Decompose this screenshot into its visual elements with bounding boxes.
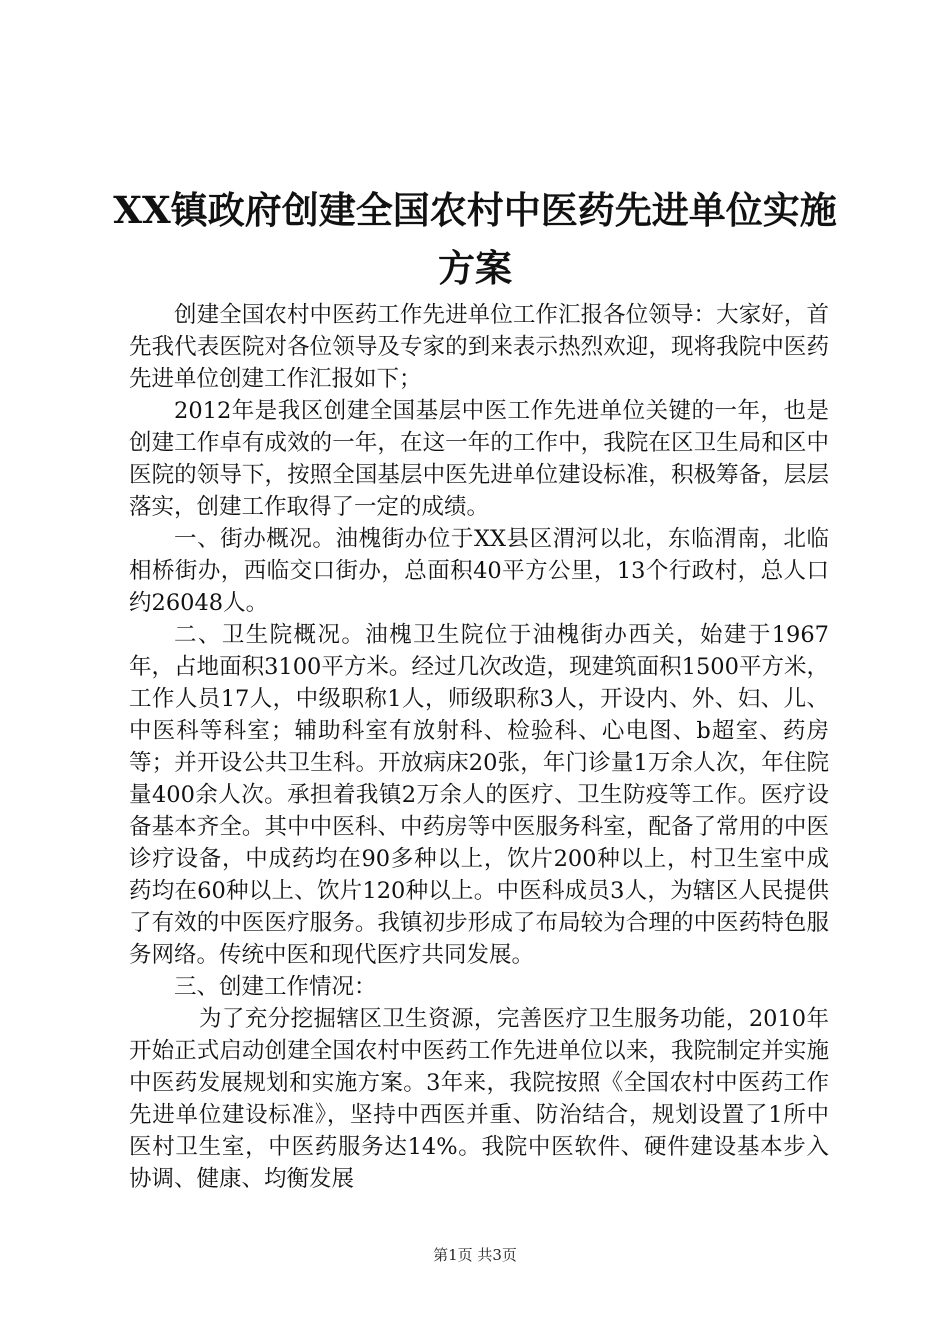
- paragraph-work-status: 为了充分挖掘辖区卫生资源，完善医疗卫生服务功能，2010年开始正式启动创建全国农村中医药工作先进单位以来，我院制定并实施中医药发展规划和实施方案。3年来，我院按照《全国农村中医药工作先进单位建设标准》，坚持中西医并重、防治结合，规划设置了1所中医村卫生室，中医药服务达14%。我院中医软件、硬件建设基本步入协调、健康、均衡发展: [129, 1006, 829, 1192]
- paragraph-hospital-overview: 二、卫生院概况。油槐卫生院位于油槐街办西关，始建于1967年，占地面积3100平方米。经过几次改造，现建筑面积1500平方米，工作人员17人，中级职称1人，师级职称3人，开设内、外、妇、儿、中医科等科室；辅助科室有放射科、检验科、心电图、b超室、药房等；并开设公共卫生科。开放病床20张，年门诊量1万余人次，年住院量400余人次。承担着我镇2万余人的医疗、卫生防疫等工作。医疗设备基本齐全。其中中医科、中药房等中医服务科室，配备了常用的中医诊疗设备，中成药均在90多种以上，饮片200种以上，村卫生室中成药均在60种以上、饮片120种以上。中医科成员3人，为辖区人民提供了有效的中医医疗服务。我镇初步形成了布局较为合理的中医药特色服务网络。传统中医和现代医疗共同发展。: [129, 622, 829, 968]
- document-title-line-1: XX镇政府创建全国农村中医药先进单位实施: [113, 188, 837, 232]
- document-body: [129, 299, 829, 1195]
- paragraph-greeting: 创建全国农村中医药工作先进单位工作汇报各位领导：大家好，首先我代表医院对各位领导及专家的到来表示热烈欢迎，现将我院中医药先进单位创建工作汇报如下；: [129, 302, 829, 392]
- paragraph-2012: 2012年是我区创建全国基层中医工作先进单位关键的一年，也是创建工作卓有成效的一年，在这一年的工作中，我院在区卫生局和区中医院的领导下，按照全国基层中医先进单位建设标准，积极筹备，层层落实，创建工作取得了一定的成绩。: [129, 398, 829, 520]
- paragraph-district-overview: 一、街办概况。油槐街办位于XX县区渭河以北，东临渭南，北临相桥街办，西临交口街办，总面积40平方公里，13个行政村，总人口约26048人。: [129, 526, 829, 616]
- document-title-line-2: 方案: [438, 246, 512, 290]
- page-footer: 第1页 共3页: [433, 1246, 517, 1264]
- paragraph-section-heading: 三、创建工作情况：: [174, 974, 377, 1000]
